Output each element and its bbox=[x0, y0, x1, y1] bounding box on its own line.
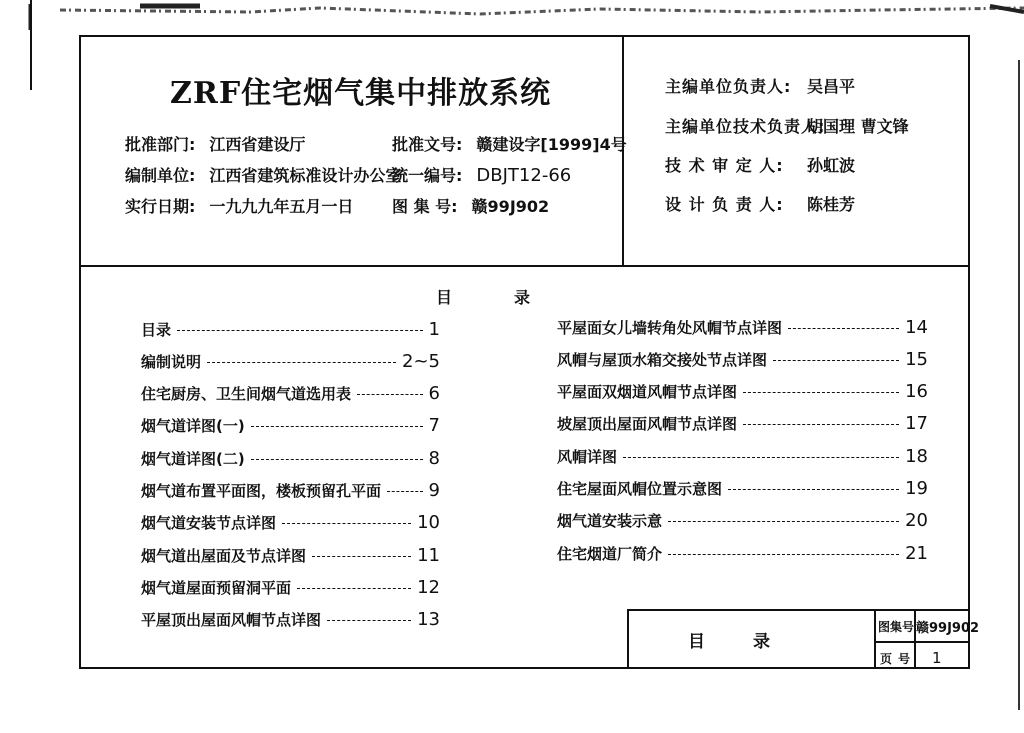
toc-entry-page: 7 bbox=[428, 415, 440, 437]
title-block-sheet-name: 目录 bbox=[688, 632, 818, 652]
toc-leader-dashes bbox=[743, 392, 899, 393]
toc-entry-label: 平屋面双烟道风帽节点详图 bbox=[557, 383, 738, 402]
toc-heading: 目录 bbox=[436, 288, 593, 307]
toc-entry-page: 20 bbox=[905, 510, 928, 532]
toc-entry-page: 13 bbox=[417, 609, 440, 631]
toc-entry-page: 21 bbox=[905, 542, 928, 564]
atlas-no-label: 图 集 号: bbox=[392, 197, 458, 216]
people-role: 主编单位技术负责人: bbox=[665, 117, 826, 136]
toc-entry-page: 2~5 bbox=[402, 350, 440, 372]
toc-entry bbox=[141, 348, 440, 374]
toc-leader-dashes bbox=[623, 457, 899, 458]
toc-entry-page: 16 bbox=[905, 381, 928, 403]
toc-leader-dashes bbox=[668, 521, 899, 522]
unified-no bbox=[392, 163, 571, 186]
approval-dept-value: 江西省建设厅 bbox=[209, 135, 306, 154]
toc-entry-label: 编制说明 bbox=[141, 352, 202, 371]
toc-entry-label: 烟气道安装示意 bbox=[557, 512, 663, 531]
title-block-row-line bbox=[874, 641, 970, 643]
toc-leader-dashes bbox=[773, 360, 899, 361]
compiler bbox=[125, 163, 401, 186]
toc-leader-dashes bbox=[788, 328, 899, 329]
toc-entry-page: 8 bbox=[428, 447, 440, 469]
toc-entry bbox=[557, 411, 928, 437]
effective-date-value: 一九九九年五月一日 bbox=[209, 197, 354, 216]
toc-leader-dashes bbox=[207, 362, 396, 363]
toc-leader-dashes bbox=[251, 426, 423, 427]
toc-entry-page: 19 bbox=[905, 478, 928, 499]
people-row-2 bbox=[665, 153, 855, 176]
toc-entry bbox=[141, 316, 440, 342]
toc-entry bbox=[141, 478, 440, 504]
toc-leader-dashes bbox=[387, 491, 423, 492]
toc-entry-label: 平屋顶出屋面风帽节点详图 bbox=[141, 611, 322, 630]
toc-entry-label: 烟气道布置平面图，楼板预留孔平面 bbox=[141, 482, 382, 500]
toc-entry bbox=[141, 574, 440, 600]
toc-entry-label: 烟气道屋面预留洞平面 bbox=[141, 578, 292, 597]
toc-entry bbox=[557, 314, 928, 340]
people-name: 孙虹波 bbox=[807, 156, 856, 175]
toc-leader-dashes bbox=[312, 556, 411, 557]
toc-entry bbox=[141, 381, 440, 407]
toc-leader-dashes bbox=[327, 620, 411, 621]
approval-doc-label: 批准文号: bbox=[392, 135, 463, 154]
effective-date bbox=[125, 194, 353, 217]
people-role: 设 计 负 责 人: bbox=[665, 195, 784, 214]
toc-entry bbox=[557, 540, 928, 566]
unified-no-value: DBJT12-66 bbox=[476, 165, 572, 186]
toc-leader-dashes bbox=[251, 459, 423, 460]
toc-entry-page: 11 bbox=[417, 544, 440, 566]
page-title: ZRF住宅烟气集中排放系统 bbox=[170, 76, 552, 111]
toc-entry-label: 住宅屋面风帽位置示意图 bbox=[557, 480, 723, 498]
toc-leader-dashes bbox=[668, 554, 899, 555]
toc-entry-page: 18 bbox=[905, 445, 928, 467]
toc-entry-label: 目录 bbox=[141, 320, 172, 339]
people-role: 技 术 审 定 人: bbox=[665, 156, 784, 175]
toc-entry-label: 烟气道安装节点详图 bbox=[141, 514, 277, 533]
people-name: 陈桂芳 bbox=[807, 195, 856, 214]
title-block-atlas-label: 图集号 bbox=[878, 620, 915, 634]
approval-dept-label: 批准部门: bbox=[125, 135, 196, 154]
compiler-value: 江西省建筑标准设计办公室 bbox=[209, 166, 402, 185]
toc-entry-page: 14 bbox=[905, 316, 928, 338]
compiler-label: 编制单位: bbox=[125, 166, 196, 185]
toc-entry-label: 风帽与屋顶水箱交接处节点详图 bbox=[557, 350, 768, 369]
people-name: 胡国理 曹文锋 bbox=[807, 117, 909, 136]
people-role: 主编单位负责人: bbox=[665, 77, 792, 96]
toc-entry-label: 住宅烟道厂简介 bbox=[557, 544, 663, 563]
header-bottom-line bbox=[79, 265, 970, 267]
toc-entry bbox=[141, 510, 440, 536]
toc-entry bbox=[557, 476, 928, 502]
toc-entry bbox=[557, 346, 928, 372]
toc-entry bbox=[557, 508, 928, 534]
people-row-0 bbox=[665, 74, 855, 97]
toc-entry bbox=[557, 443, 928, 469]
unified-no-label: 统一编号: bbox=[392, 166, 463, 185]
atlas-no-value: 赣99J902 bbox=[471, 197, 550, 216]
toc-entry bbox=[557, 379, 928, 405]
left-edge-mark bbox=[30, 0, 32, 90]
toc-entry-label: 平屋面女儿墙转角处风帽节点详图 bbox=[557, 318, 783, 337]
effective-date-label: 实行日期: bbox=[125, 197, 196, 216]
toc-entry bbox=[141, 607, 440, 633]
title-block-page-label: 页号 bbox=[880, 652, 917, 666]
toc-entry-page: 6 bbox=[428, 383, 440, 405]
toc-entry-label: 烟气道详图(二) bbox=[141, 449, 245, 468]
title-block-atlas-value: 赣99J902 bbox=[916, 621, 980, 636]
right-edge-mark bbox=[1018, 60, 1020, 710]
title-block-page-value: 1 bbox=[932, 649, 942, 667]
toc-entry-label: 风帽详图 bbox=[557, 447, 618, 466]
people-row-1 bbox=[665, 114, 909, 137]
title-block-left-line bbox=[627, 609, 629, 669]
toc-entry-label: 烟气道详图(一) bbox=[141, 417, 245, 436]
toc-leader-dashes bbox=[743, 424, 899, 425]
approval-doc-value: 赣建设字[1999]4号 bbox=[476, 135, 627, 154]
toc-leader-dashes bbox=[357, 394, 423, 395]
toc-entry-page: 1 bbox=[428, 318, 440, 340]
toc-entry-page: 15 bbox=[905, 348, 928, 370]
toc-entry bbox=[141, 445, 440, 471]
toc-leader-dashes bbox=[728, 489, 899, 490]
toc-entry-label: 坡屋顶出屋面风帽节点详图 bbox=[557, 415, 738, 434]
toc-entry-page: 17 bbox=[905, 413, 928, 435]
atlas-no bbox=[392, 194, 549, 217]
people-row-3 bbox=[665, 192, 855, 215]
title-block-mid-line bbox=[874, 609, 876, 669]
toc-entry-label: 烟气道出屋面及节点详图 bbox=[141, 546, 307, 565]
approval-doc bbox=[392, 132, 627, 155]
people-name: 吴昌平 bbox=[807, 77, 856, 96]
toc-entry-page: 10 bbox=[417, 512, 440, 534]
toc-leader-dashes bbox=[177, 330, 423, 331]
toc-entry-label: 住宅厨房、卫生间烟气道选用表 bbox=[141, 385, 352, 404]
toc-entry-page: 12 bbox=[417, 576, 440, 598]
toc-leader-dashes bbox=[282, 523, 411, 524]
toc-entry-page: 9 bbox=[428, 480, 440, 501]
toc-leader-dashes bbox=[297, 588, 411, 589]
toc-entry bbox=[141, 542, 440, 568]
scan-noise bbox=[0, 0, 1024, 30]
title-block-top-line bbox=[627, 609, 970, 611]
toc-entry bbox=[141, 413, 440, 439]
approval-dept bbox=[125, 132, 305, 155]
